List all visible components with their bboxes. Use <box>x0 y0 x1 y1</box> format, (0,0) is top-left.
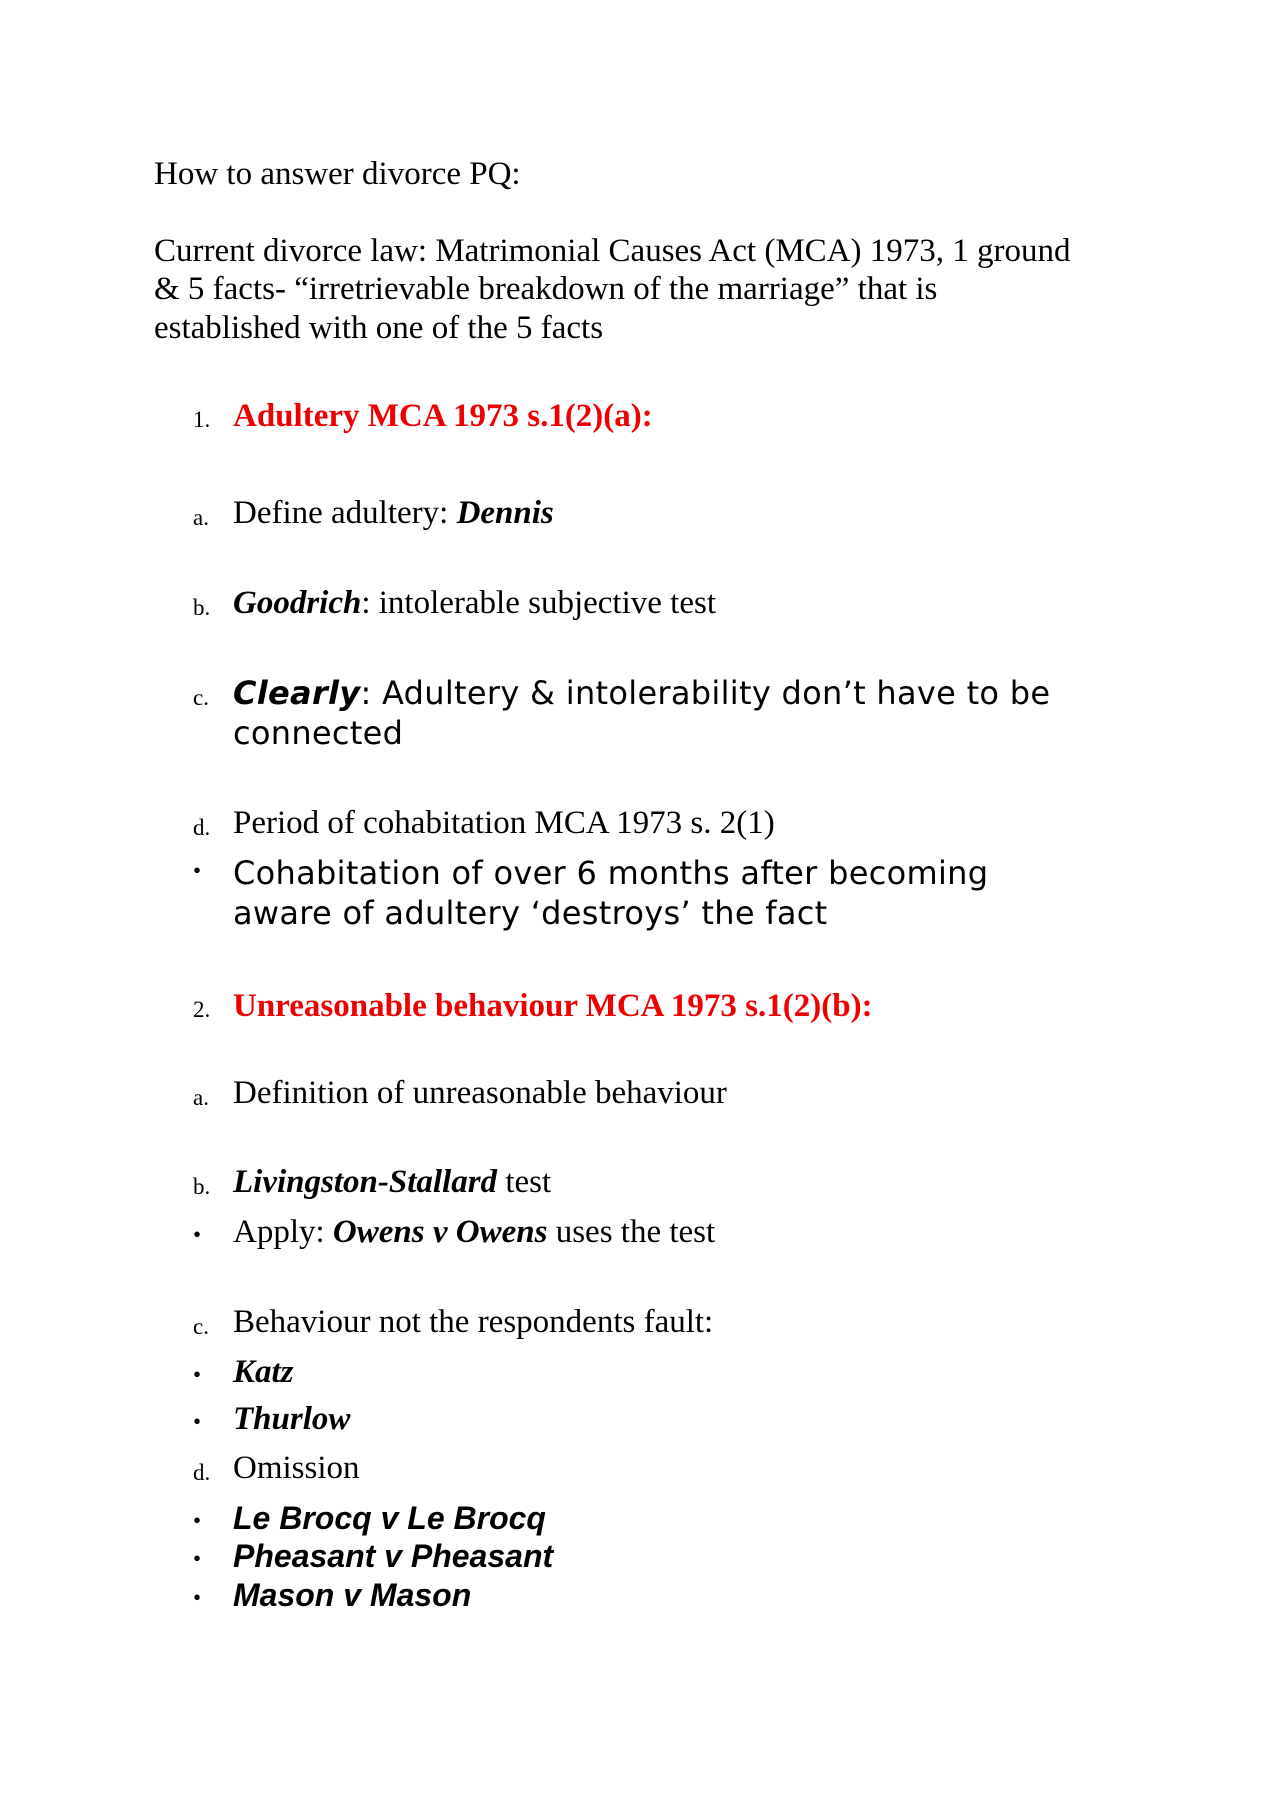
page-title: How to answer divorce PQ: <box>154 156 521 192</box>
section-1-d-item: Period of cohabitation MCA 1973 s. 2(1) <box>233 805 775 841</box>
section-2-b-bullet-item: Apply: Owens v Owens uses the test <box>233 1214 716 1250</box>
section-1-bullet-marker: • <box>193 858 202 883</box>
case-le-brocq: Le Brocq v Le Brocq <box>233 1500 546 1536</box>
section-2-c-marker: c. <box>193 1314 209 1339</box>
case-livingston-stallard: Livingston-Stallard <box>233 1164 498 1200</box>
section-1-heading: Adultery MCA 1973 s.1(2)(a): <box>233 398 653 434</box>
section-2-c-bullet-2-marker: • <box>193 1409 202 1434</box>
section-2-d-bullet-2-marker: • <box>193 1546 202 1571</box>
section-1-d-marker: d. <box>193 815 211 840</box>
section-1-c-item-cont: connected <box>233 714 404 752</box>
case-clearly: Clearly <box>233 674 361 712</box>
section-1-number: 1. <box>193 407 211 432</box>
section-2-heading: Unreasonable behaviour MCA 1973 s.1(2)(b): <box>233 988 873 1024</box>
section-2-a-item: Definition of unreasonable behaviour <box>233 1075 727 1111</box>
section-1-bullet-line-1: Cohabitation of over 6 months after becoming <box>233 854 989 892</box>
intro-line-1: Current divorce law: Matrimonial Causes Act (MCA) 1973, 1 ground <box>154 233 1071 269</box>
intro-line-2: & 5 facts- “irretrievable breakdown of the marriage” that is <box>154 271 938 307</box>
section-2-d-marker: d. <box>193 1460 211 1485</box>
section-2-b-bullet-marker: • <box>193 1222 202 1247</box>
section-2-d-bullet-3-marker: • <box>193 1585 202 1610</box>
case-thurlow: Thurlow <box>233 1401 351 1437</box>
case-pheasant: Pheasant v Pheasant <box>233 1538 554 1574</box>
section-1-c-item: Clearly: Adultery & intolerability don’t have to be <box>233 674 1051 712</box>
section-2-number: 2. <box>193 997 211 1022</box>
case-goodrich: Goodrich <box>233 585 362 621</box>
section-1-b-marker: b. <box>193 595 211 620</box>
section-1-c-marker: c. <box>193 685 209 710</box>
case-mason: Mason v Mason <box>233 1577 472 1613</box>
section-2-d-item: Omission <box>233 1450 360 1486</box>
section-2-c-bullet-1-marker: • <box>193 1362 202 1387</box>
case-katz: Katz <box>233 1354 294 1390</box>
section-2-a-marker: a. <box>193 1085 209 1110</box>
section-1-a-marker: a. <box>193 505 209 530</box>
section-1-bullet-line-2: aware of adultery ‘destroys’ the fact <box>233 894 828 932</box>
intro-line-3: established with one of the 5 facts <box>154 310 604 346</box>
case-dennis: Dennis <box>456 495 554 531</box>
section-1-b-item: Goodrich: intolerable subjective test <box>233 585 716 621</box>
case-owens-v-owens: Owens v Owens <box>332 1214 548 1250</box>
section-1-a-item: Define adultery: Dennis <box>233 495 554 531</box>
section-2-d-bullet-1-marker: • <box>193 1508 202 1533</box>
section-2-b-item: Livingston-Stallard test <box>233 1164 552 1200</box>
section-2-b-marker: b. <box>193 1174 211 1199</box>
section-2-c-item: Behaviour not the respondents fault: <box>233 1304 714 1340</box>
